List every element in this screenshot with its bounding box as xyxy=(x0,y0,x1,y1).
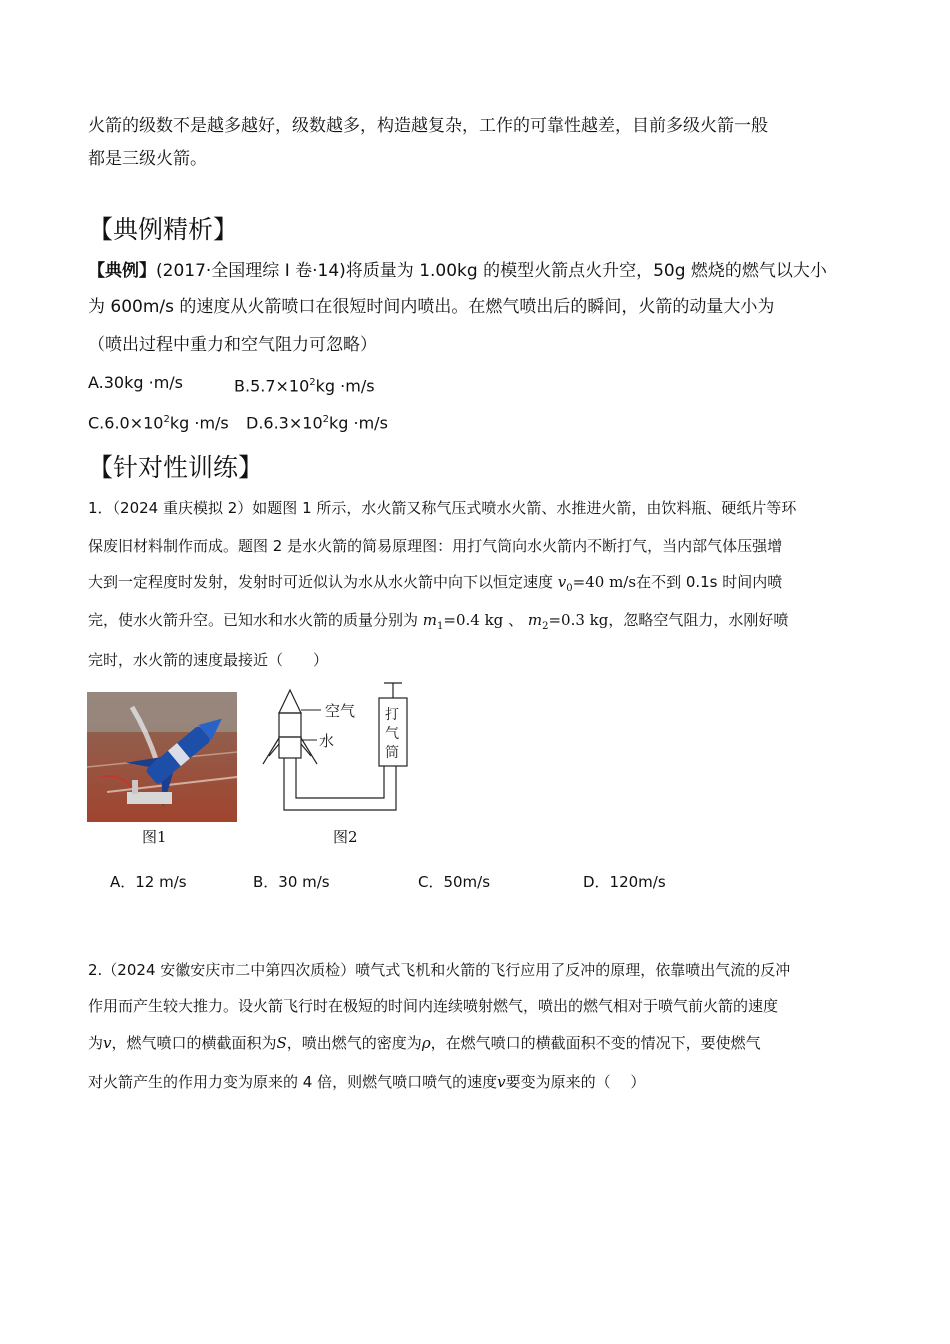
intro-line-1: 火箭的级数不是越多越好，级数越多，构造越复杂，工作的可靠性越差，目前多级火箭一般 xyxy=(88,116,768,136)
q1-option-a: A．12 m/s xyxy=(110,873,187,891)
diagram-pump-char-2: 气 xyxy=(385,726,399,742)
q2-line-4: 对火箭产生的作用力变为原来的 4 倍，则燃气喷口喷气的速度v要变为原来的（ ） xyxy=(88,1073,646,1091)
diagram-pump-char-3: 筒 xyxy=(385,745,399,761)
q2-line-2: 作用而产生较大推力。设火箭飞行时在极短的时间内连续喷射燃气，喷出的燃气相对于喷气前火箭的速度 xyxy=(88,997,779,1015)
diagram-label-water: 水 xyxy=(319,732,335,750)
example-line-3: （喷出过程中重力和空气阻力可忽略） xyxy=(88,335,377,355)
example-option-c: $C.6.0\times 10^2kg \cdot m/s$ xyxy=(88,413,229,433)
training-heading: 【针对性训练】 xyxy=(88,453,264,482)
example-line-1: 【典例】(2017·全国理综 I 卷·14)将质量为 1.00kg 的模型火箭点火升空，50g 燃烧的燃气以大小 xyxy=(88,261,827,281)
example-heading: 【典例精析】 xyxy=(88,215,239,244)
figure-2-caption: 图2 xyxy=(333,828,358,846)
q1-option-d: D．120m/s xyxy=(583,873,666,891)
q2-line-1: 2.（2024 安徽安庆市二中第四次质检）喷气式飞机和火箭的飞行应用了反冲的原理，依靠喷出气流的反冲 xyxy=(88,961,791,979)
diagram-label-air: 空气 xyxy=(325,702,356,720)
example-option-a: A.30kg ·m/s xyxy=(88,373,184,392)
example-line-2: 为 600m/s 的速度从火箭喷口在很短时间内喷出。在燃气喷出后的瞬间，火箭的动量大小为 xyxy=(88,297,775,317)
q1-line-4: 完，使水火箭升空。已知水和水火箭的质量分别为 $m_1=0.4$ kg 、 $m_2=0.3$ kg，忽略空气阻力，水刚好喷 xyxy=(88,611,789,632)
figure-1-water-rocket-photo xyxy=(87,692,237,822)
q1-line-1: 1．（2024 重庆模拟 2）如题图 1 所示，水火箭又称气压式喷水火箭、水推进火箭，由饮料瓶、硬纸片等环 xyxy=(88,499,797,517)
q2-line-3: 为v，燃气喷口的横截面积为S，喷出燃气的密度为ρ，在燃气喷口的横截面积不变的情况下，要使燃气 xyxy=(88,1034,761,1052)
figure-1-caption: 图1 xyxy=(142,828,167,846)
example-label: 【典例】 xyxy=(88,261,156,281)
intro-line-2: 都是三级火箭。 xyxy=(88,149,207,169)
q1-option-c: C．50m/s xyxy=(418,873,491,891)
example-option-d: $D.6.3\times 10^2kg \cdot m/s$ xyxy=(246,413,388,433)
q1-line-5: 完时，水火箭的速度最接近（ ） xyxy=(88,651,329,669)
figure-2-principle-diagram xyxy=(255,678,430,823)
q1-option-b: B．30 m/s xyxy=(253,873,330,891)
diagram-pump-char-1: 打 xyxy=(385,707,399,723)
example-option-b: $B.5.7\times 10^2kg \cdot m/s$ xyxy=(234,376,375,396)
q1-line-3: 大到一定程度时发射，发射时可近似认为水从水火箭中向下以恒定速度 $v_0=40$ m/s在不到 0.1s 时间内喷 xyxy=(88,573,783,594)
q1-line-2: 保废旧材料制作而成。题图 2 是水火箭的简易原理图：用打气筒向水火箭内不断打气，当内部气体压强增 xyxy=(88,537,783,555)
